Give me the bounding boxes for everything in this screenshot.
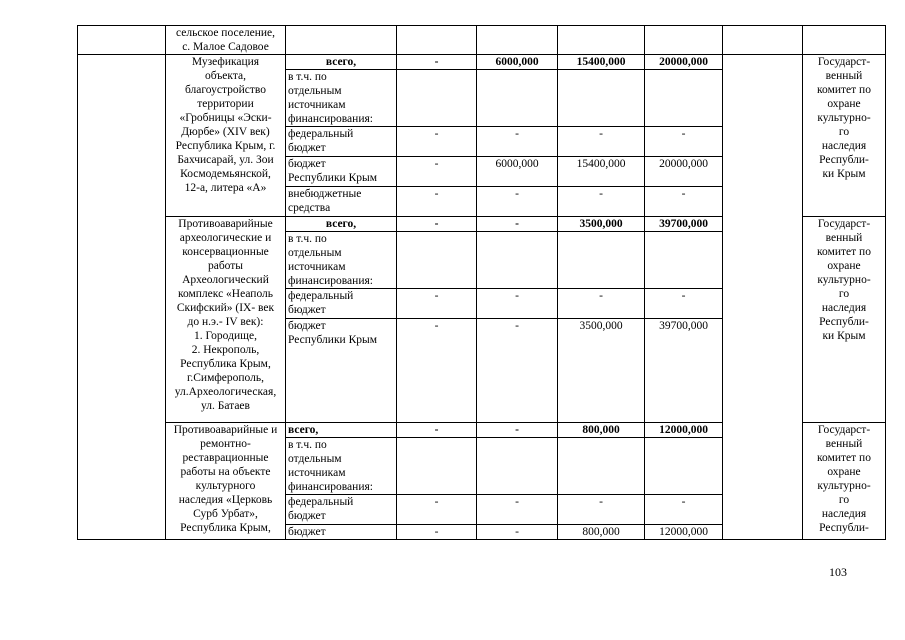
source-cell: в т.ч. по отдельным источникам финансирования: bbox=[286, 70, 397, 127]
source-cell: всего, bbox=[286, 55, 397, 70]
value-cell: 800,000 bbox=[558, 423, 645, 438]
source-cell: федеральный бюджет bbox=[286, 495, 397, 525]
empty-cell bbox=[723, 55, 803, 540]
page-number: 103 bbox=[829, 565, 847, 579]
value-cell: - bbox=[397, 127, 477, 157]
empty-cell bbox=[723, 26, 803, 55]
value-cell: - bbox=[645, 127, 723, 157]
value-cell bbox=[558, 26, 645, 55]
value-cell: - bbox=[397, 289, 477, 319]
value-cell bbox=[558, 70, 645, 127]
table-row bbox=[78, 26, 886, 55]
value-cell bbox=[645, 438, 723, 495]
value-cell: - bbox=[477, 495, 558, 525]
value-cell: - bbox=[477, 127, 558, 157]
financing-table bbox=[77, 25, 886, 540]
value-cell bbox=[397, 70, 477, 127]
value-cell bbox=[397, 232, 477, 289]
value-cell: - bbox=[397, 187, 477, 217]
value-cell bbox=[558, 232, 645, 289]
value-cell bbox=[558, 438, 645, 495]
row-number-cell bbox=[78, 26, 166, 55]
value-cell: - bbox=[397, 217, 477, 232]
responsible-cell: Государст- венный комитет по охране культурно- го наследия Республи- ки Крым bbox=[803, 217, 886, 423]
value-cell bbox=[477, 232, 558, 289]
activity-name: сельское поселение, с. Малое Садовое bbox=[166, 26, 286, 55]
value-cell: 6000,000 bbox=[477, 55, 558, 70]
value-cell: - bbox=[645, 187, 723, 217]
value-cell: 800,000 bbox=[558, 525, 645, 540]
value-cell: 20000,000 bbox=[645, 157, 723, 187]
value-cell: - bbox=[397, 157, 477, 187]
value-cell: - bbox=[477, 423, 558, 438]
value-cell: - bbox=[645, 495, 723, 525]
value-cell bbox=[645, 232, 723, 289]
source-cell: федеральный бюджет bbox=[286, 289, 397, 319]
value-cell bbox=[477, 438, 558, 495]
value-cell: - bbox=[558, 187, 645, 217]
value-cell: - bbox=[397, 319, 477, 423]
value-cell bbox=[645, 26, 723, 55]
value-cell: 6000,000 bbox=[477, 157, 558, 187]
activity-name: Противоаварийные археологические и консервационные работы Археологический комплекс «Неаполь Скифский» (IX- век до н.э.- IV век): 1. Городище, 2. Некрополь, Республика Крым, г.Симферополь, ул.Археологическая, ул. Батаев bbox=[166, 217, 286, 423]
responsible-cell: Государст- венный комитет по охране культурно- го наследия Республи- ки Крым bbox=[803, 55, 886, 217]
value-cell: - bbox=[558, 289, 645, 319]
value-cell: - bbox=[397, 55, 477, 70]
value-cell: - bbox=[558, 495, 645, 525]
value-cell: - bbox=[477, 289, 558, 319]
responsible-cell bbox=[803, 26, 886, 55]
value-cell: - bbox=[397, 495, 477, 525]
source-cell: всего, bbox=[286, 423, 397, 438]
value-cell: 39700,000 bbox=[645, 217, 723, 232]
value-cell: 12000,000 bbox=[645, 525, 723, 540]
value-cell bbox=[645, 70, 723, 127]
value-cell: - bbox=[558, 127, 645, 157]
value-cell: - bbox=[477, 217, 558, 232]
value-cell: - bbox=[645, 289, 723, 319]
value-cell: 3500,000 bbox=[558, 217, 645, 232]
value-cell bbox=[477, 26, 558, 55]
value-cell: - bbox=[397, 525, 477, 540]
value-cell: 15400,000 bbox=[558, 55, 645, 70]
source-cell: бюджет Республики Крым bbox=[286, 157, 397, 187]
activity-name: Противоаварийные и ремонтно- реставрационные работы на объекте культурного наследия «Церковь Сурб Урбат», Республика Крым, bbox=[166, 423, 286, 540]
source-cell: в т.ч. по отдельным источникам финансирования: bbox=[286, 232, 397, 289]
value-cell: - bbox=[477, 187, 558, 217]
value-cell: 12000,000 bbox=[645, 423, 723, 438]
value-cell: 20000,000 bbox=[645, 55, 723, 70]
source-cell bbox=[286, 26, 397, 55]
value-cell bbox=[477, 70, 558, 127]
row-number-cell bbox=[78, 55, 166, 540]
source-cell: внебюджетные средства bbox=[286, 187, 397, 217]
source-cell: федеральный бюджет bbox=[286, 127, 397, 157]
responsible-cell: Государст- венный комитет по охране культурно- го наследия Республи- bbox=[803, 423, 886, 540]
table-row bbox=[78, 55, 886, 70]
value-cell: 15400,000 bbox=[558, 157, 645, 187]
source-cell: всего, bbox=[286, 217, 397, 232]
source-cell: бюджет Республики Крым bbox=[286, 319, 397, 423]
value-cell: 39700,000 bbox=[645, 319, 723, 423]
value-cell: - bbox=[477, 525, 558, 540]
value-cell: 3500,000 bbox=[558, 319, 645, 423]
source-cell: бюджет bbox=[286, 525, 397, 540]
value-cell bbox=[397, 438, 477, 495]
value-cell bbox=[397, 26, 477, 55]
activity-name: Музефикация объекта, благоустройство территории «Гробницы «Эски- Дюрбе» (XIV век) Республика Крым, г. Бахчисарай, ул. Зои Космодемьянской, 12-а, литера «А» bbox=[166, 55, 286, 217]
value-cell: - bbox=[397, 423, 477, 438]
source-cell: в т.ч. по отдельным источникам финансирования: bbox=[286, 438, 397, 495]
value-cell: - bbox=[477, 319, 558, 423]
